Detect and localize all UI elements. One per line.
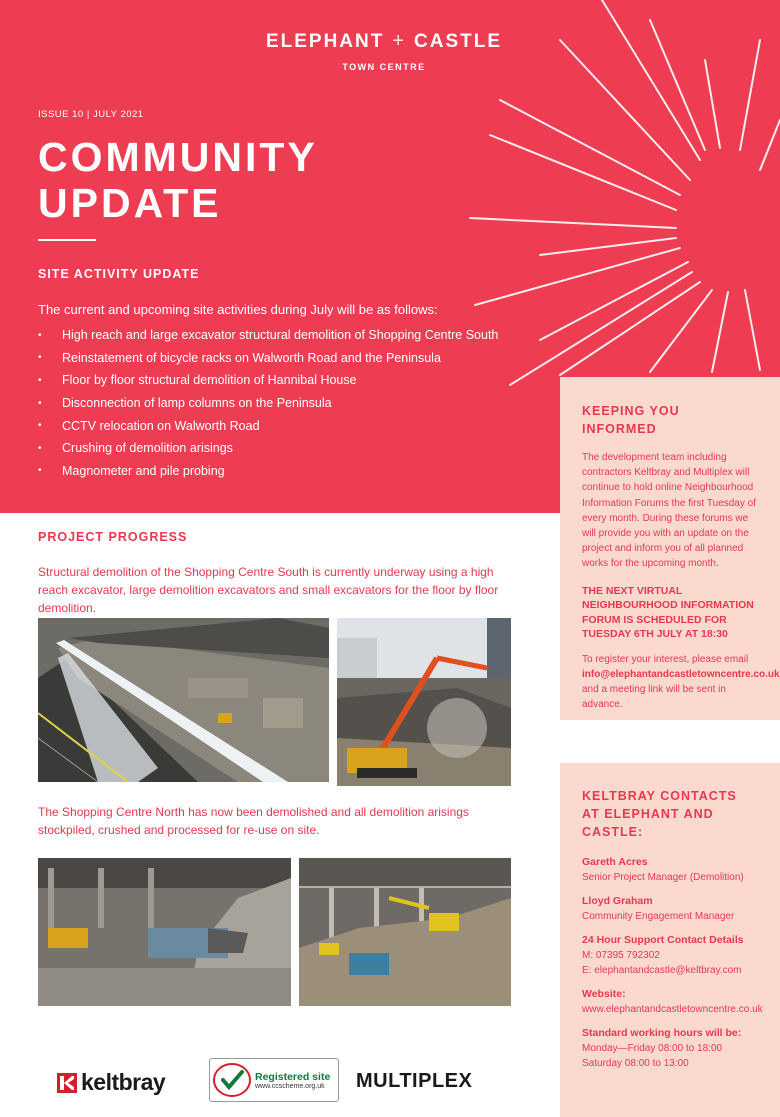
project-progress-heading: PROJECT PROGRESS [38,530,188,544]
brand-plus: + [392,30,407,52]
multiplex-logo: MULTIPLEX [356,1070,473,1092]
brand-name-left: ELEPHANT [265,30,385,52]
issue-label: ISSUE 10 | JULY 2021 [38,109,144,120]
list-item [38,460,498,483]
demolition-photo-excavator [337,618,511,786]
forum-announcement: THE NEXT VIRTUAL NEIGHBOURHOOD INFORMATION FORUM IS SCHEDULED FOR TUESDAY 6TH JULY AT 18:30 [582,584,754,641]
contacts-panel [560,763,780,1117]
hours-weekday: Monday—Friday 08:00 to 18:00 [582,1043,723,1054]
keltbray-k-icon [57,1073,77,1093]
bullet-icon: • [38,465,42,477]
list-item-text: Reinstatement of bicycle racks on Walworth Road and the Peninsula [62,350,441,365]
website-contact [582,987,763,1017]
contact-entry [582,894,758,924]
list-item-text: High reach and large excavator structural demolition of Shopping Centre South [62,328,499,343]
site-activity-intro: The current and upcoming site activities during July will be as follows: [38,302,438,317]
keeping-informed-panel [560,377,780,720]
list-item [38,369,498,392]
bullet-icon: • [38,352,42,364]
page-title [38,134,318,226]
ccs-registered: Registered site [255,1070,331,1083]
contact-role: Community Engagement Manager [582,911,735,922]
support-phone[interactable]: M: 07395 792302 [582,950,660,961]
list-item-text: Crushing of demolition arisings [62,441,233,456]
keeping-informed-heading: KEEPING YOU INFORMED [582,404,680,436]
support-contact [582,933,758,978]
website-link[interactable]: www.elephantandcastletowncentre.co.uk [582,1004,763,1015]
title-line-1: COMMUNITY [38,134,318,180]
list-item [38,347,498,370]
contact-name: Lloyd Graham [582,895,653,907]
list-item-text: Floor by floor structural demolition of Hannibal House [62,373,357,388]
hours-saturday: Saturday 08:00 to 13:00 [582,1058,689,1069]
list-item [38,437,498,460]
bullet-icon: • [38,442,42,454]
ccs-url: www.ccscheme.org.uk [255,1082,325,1090]
bullet-icon: • [38,420,42,432]
partner-logos [0,1055,560,1105]
contacts-heading: KELTBRAY CONTACTS AT ELEPHANT AND CASTLE: [582,789,737,839]
considerate-constructors-badge-icon [213,1062,251,1098]
list-item [38,324,498,347]
brand-subtitle: TOWN CENTRE [342,62,426,72]
website-heading: Website: [582,988,626,1000]
contact-entry [582,855,758,885]
demolition-photo-aerial [38,618,329,782]
support-email-link[interactable]: E: elephantandcastle@keltbray.com [582,965,742,976]
list-item [38,392,498,415]
excavators-photo [299,858,511,1006]
register-email-link[interactable]: info@elephantandcastletowncentre.co.uk [582,668,780,680]
keeping-informed-text: The development team including contractors Keltbray and Multiplex will continue to hold online Neighbourhood Information Forums the first Tuesday of every month. During these forums we will provide you with an update on the project and inform you of all planned works for the upcoming month. [582,452,756,570]
list-item-text: Magnometer and pile probing [62,463,225,478]
keltbray-logo [57,1069,165,1096]
project-progress-text-1: Structural demolition of the Shopping Centre South is currently underway using a high reach excavator, large demolition excavators and small excavators for the floor by floor demolition. [38,565,499,615]
site-activity-list [38,324,498,482]
title-line-2: UPDATE [38,180,222,226]
bullet-icon: • [38,329,42,341]
list-item-text: Disconnection of lamp columns on the Peninsula [62,396,332,411]
list-item [38,414,498,437]
register-pre: To register your interest, please email [582,653,749,665]
register-text [582,652,780,713]
title-divider [38,239,96,241]
project-progress-text-2: The Shopping Centre North has now been demolished and all demolition arisings stockpiled, crushed and processed for re-use on site. [38,805,469,837]
brand-logo [0,30,768,72]
keltbray-wordmark: keltbray [81,1069,166,1095]
bullet-icon: • [38,397,42,409]
crusher-photo [38,858,291,1006]
considerate-constructors-logo [209,1058,339,1102]
list-item-text: CCTV relocation on Walworth Road [62,418,260,433]
working-hours [582,1026,758,1071]
contact-role: Senior Project Manager (Demolition) [582,872,744,883]
contact-name: Gareth Acres [582,856,648,868]
register-post: and a meeting link will be sent in advance. [582,684,726,711]
support-heading: 24 Hour Support Contact Details [582,934,744,946]
hours-heading: Standard working hours will be: [582,1027,742,1039]
brand-name-right: CASTLE [414,30,503,52]
site-activity-heading: SITE ACTIVITY UPDATE [38,267,200,281]
bullet-icon: • [38,374,42,386]
